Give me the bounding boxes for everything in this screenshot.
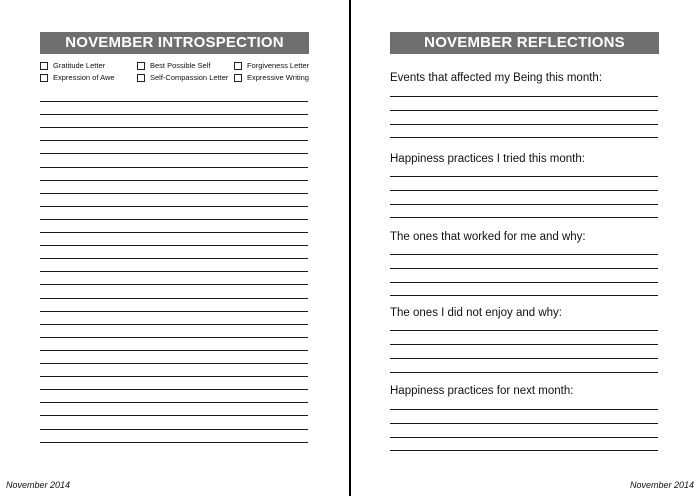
reflections-title: NOVEMBER REFLECTIONS bbox=[390, 32, 659, 54]
answer-line bbox=[390, 295, 658, 296]
checkbox-gratitude-letter[interactable] bbox=[40, 61, 105, 70]
answer-line bbox=[390, 137, 658, 138]
answer-line bbox=[390, 110, 658, 111]
introspection-title: NOVEMBER INTROSPECTION bbox=[40, 32, 309, 54]
answer-line bbox=[390, 217, 658, 218]
writing-line bbox=[40, 442, 308, 443]
checkbox-label: Gratitude Letter bbox=[53, 61, 106, 70]
writing-line bbox=[40, 180, 308, 181]
page-divider bbox=[349, 0, 351, 496]
checkbox-label: Expressive Writing bbox=[247, 73, 309, 82]
checkbox-label: Self-Compassion Letter bbox=[150, 73, 229, 82]
writing-line bbox=[40, 271, 308, 272]
checkbox-box[interactable] bbox=[137, 62, 145, 70]
checkbox-box[interactable] bbox=[137, 74, 145, 82]
writing-line bbox=[40, 258, 308, 259]
answer-line bbox=[390, 124, 658, 125]
writing-line bbox=[40, 140, 308, 141]
prompt-events: Events that affected my Being this month: bbox=[390, 72, 603, 84]
writing-line bbox=[40, 114, 308, 115]
prompt-not-enjoyed: The ones I did not enjoy and why: bbox=[390, 307, 562, 319]
answer-line bbox=[390, 450, 658, 451]
writing-line bbox=[40, 127, 308, 128]
writing-line bbox=[40, 311, 308, 312]
checkbox-best-possible-self[interactable] bbox=[137, 61, 210, 70]
writing-line bbox=[40, 284, 308, 285]
writing-line bbox=[40, 232, 308, 233]
writing-line bbox=[40, 389, 308, 390]
prompt-practices-tried: Happiness practices I tried this month: bbox=[390, 153, 585, 165]
checkbox-box[interactable] bbox=[234, 74, 242, 82]
answer-line bbox=[390, 330, 658, 331]
footer-date-left: November 2014 bbox=[6, 480, 71, 490]
writing-line bbox=[40, 193, 308, 194]
answer-line bbox=[390, 268, 658, 269]
writing-line bbox=[40, 402, 308, 403]
answer-line bbox=[390, 176, 658, 177]
answer-line bbox=[390, 204, 658, 205]
writing-line bbox=[40, 206, 308, 207]
checkbox-self-compassion-letter[interactable] bbox=[137, 73, 228, 82]
answer-line bbox=[390, 409, 658, 410]
checkbox-expression-of-awe[interactable] bbox=[40, 73, 115, 82]
answer-line bbox=[390, 437, 658, 438]
writing-line bbox=[40, 298, 308, 299]
writing-line bbox=[40, 363, 308, 364]
writing-line bbox=[40, 153, 308, 154]
answer-line bbox=[390, 96, 658, 97]
prompt-next-month: Happiness practices for next month: bbox=[390, 385, 574, 397]
footer-date-right: November 2014 bbox=[629, 480, 694, 490]
answer-line bbox=[390, 372, 658, 373]
writing-line bbox=[40, 101, 308, 102]
writing-line bbox=[40, 376, 308, 377]
checkbox-forgiveness-letter[interactable] bbox=[234, 61, 309, 70]
writing-line bbox=[40, 415, 308, 416]
checkbox-expressive-writing[interactable] bbox=[234, 73, 309, 82]
writing-line bbox=[40, 245, 308, 246]
checkbox-box[interactable] bbox=[40, 74, 48, 82]
answer-line bbox=[390, 282, 658, 283]
checkbox-box[interactable] bbox=[40, 62, 48, 70]
writing-line bbox=[40, 167, 308, 168]
answer-line bbox=[390, 190, 658, 191]
writing-line bbox=[40, 350, 308, 351]
answer-line bbox=[390, 254, 658, 255]
answer-line bbox=[390, 344, 658, 345]
writing-line bbox=[40, 337, 308, 338]
checkbox-label: Best Possible Self bbox=[150, 61, 211, 70]
checkbox-box[interactable] bbox=[234, 62, 242, 70]
writing-line bbox=[40, 219, 308, 220]
answer-line bbox=[390, 423, 658, 424]
checkbox-label: Forgiveness Letter bbox=[247, 61, 310, 70]
writing-line bbox=[40, 324, 308, 325]
writing-line bbox=[40, 429, 308, 430]
prompt-worked: The ones that worked for me and why: bbox=[390, 231, 586, 243]
checkbox-label: Expression of Awe bbox=[53, 73, 115, 82]
answer-line bbox=[390, 358, 658, 359]
